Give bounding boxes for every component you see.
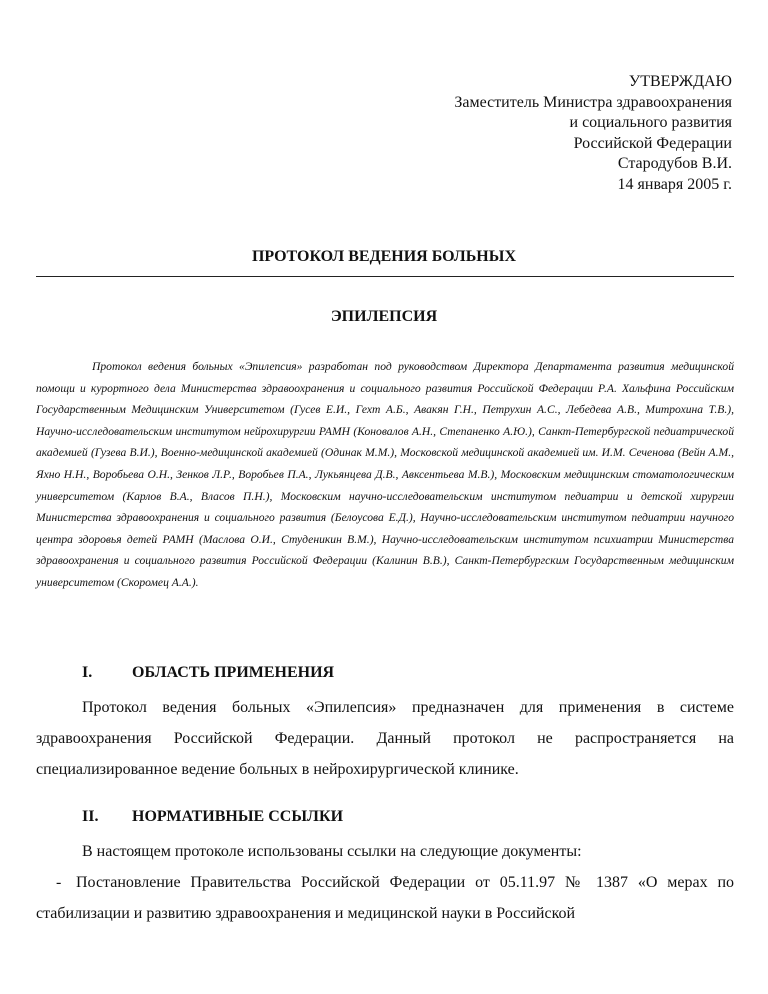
section-heading-references [82,808,732,826]
approval-block [454,72,732,195]
approval-line-country: Российской Федерации [573,134,732,152]
document-subtitle: ЭПИЛЕПСИЯ [330,308,438,325]
intro-paragraph: Протокол ведения больных «Эпилепсия» разработан под руководством Директора Департамента развития медицинской помощи и курортного дела Министерства здравоохранения и социального развития Российской Федерации Р.А. Хальфина Российским Государственным Медицинским Университетом (Гусев Е.И., Гехт А.Б., Авакян Г.Н., Петрухин А.С., Лебедева А.В., Митрохина Т.В.), Научно-исследовательским институтом нейрохирургии РАМН (Коновалов А.Н., Степаненко А.Ю.), Санкт-Петербургской педиатрической академией (Гузева В.И.), Военно-медицинской академией (Одинак М.М.), Московской медицинской академией им. И.М. Сеченова (Вейн А.М., Яхно Н.Н., Воробьева О.Н., Зенков Л.Р., Воробьев П.А., Лукьянцева Д.В., Авксентьева М.В.), Московским медицинским стоматологическим университетом (Карлов В.А., Власов П.Н.), Московским научно-исследовательским институтом педиатрии и детской хирургии Министерства здравоохранения и социального развития (Белоусова Е.Д.), Научно-исследовательским институтом педиатрии научного центра здоровья детей РАМН (Маслова О.И., Студеникин В.М.), Научно-исследовательским институтом психиатрии Министерства здравоохранения и социального развития Российской Федерации (Калинин В.В.), Санкт-Петербургским Государственным медицинским университетом (Скоромец А.А.). [36,360,734,589]
section-scope-paragraph: Протокол ведения больных «Эпилепсия» предназначен для применения в системе здравоохранения Российской Федерации. Данный протокол не распространяется на специализированное ведение больных в нейрохирургической клинике. [36,699,734,778]
title-divider [36,276,734,277]
section-title: НОРМАТИВНЫЕ ССЫЛКИ [132,808,344,825]
list-dash: - [56,874,62,891]
reference-list-item-text: Постановление Правительства Российской Федерации от 05.11.97 № 1387 «О мерах по стабилизации и развитию здравоохранения и медицинской науки в Российской [36,874,734,922]
approval-line-approve: УТВЕРЖДАЮ [628,73,732,90]
document-title: ПРОТОКОЛ ВЕДЕНИЯ БОЛЬНЫХ [251,248,517,265]
approval-line-name: Стародубов В.И. [617,155,732,172]
section-title: ОБЛАСТЬ ПРИМЕНЕНИЯ [132,664,335,681]
section-references-paragraph: В настоящем протоколе использованы ссылки на следующие документы: [82,843,582,860]
approval-line-position-cont: и социального развития [569,114,732,131]
section-heading-scope [82,664,732,682]
section-number: II. [82,808,99,825]
approval-line-date: 14 января 2005 г. [617,175,732,193]
approval-line-position: Заместитель Министра здравоохранения [454,93,732,111]
section-number: I. [82,664,93,681]
reference-list-item [36,867,734,929]
